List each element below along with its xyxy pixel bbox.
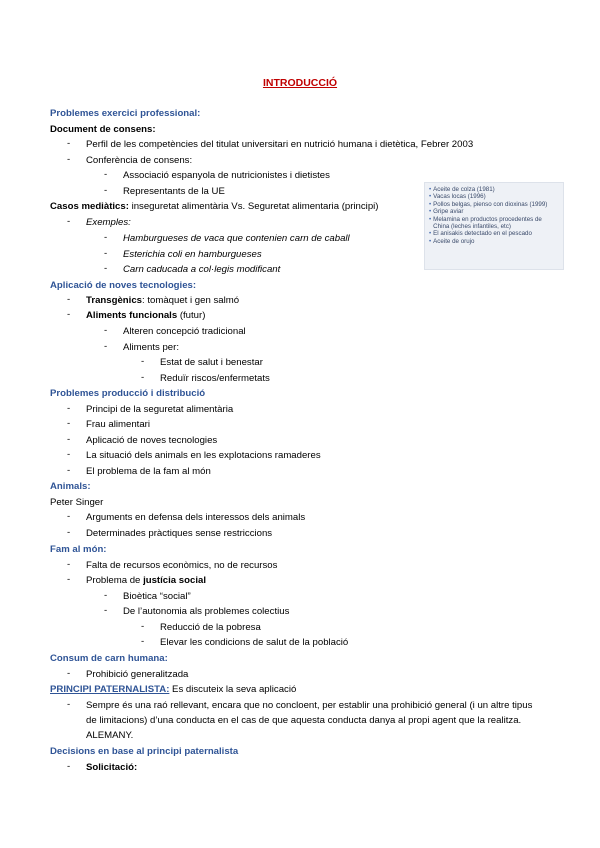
list-item: Aliments per: — [123, 342, 179, 353]
bullet-dash: - — [67, 154, 71, 165]
bullet-dash: - — [67, 699, 71, 710]
list-item: Determinades pràctiques sense restriccions — [86, 528, 273, 539]
paragraph-line: de limitacions) d’una conducta en el cas de que aquesta conducta danya al propi agent que la realitza. — [86, 715, 522, 726]
list-item: Alteren concepció tradicional — [123, 326, 246, 337]
bullet-dash: - — [104, 248, 108, 259]
list-item: Exemples: — [86, 217, 131, 228]
bullet-dash: - — [67, 138, 71, 149]
image-list-item: • Melamina en productos procedentes de — [429, 215, 542, 223]
list-item: Aplicació de noves tecnologies — [86, 435, 218, 446]
bullet-dash: - — [141, 636, 145, 647]
list-item: Elevar les condicions de salut de la població — [160, 637, 349, 648]
list-item: Representants de la UE — [123, 186, 225, 197]
paragraph-line: ALEMANY. — [86, 730, 134, 741]
bullet-dash: - — [67, 511, 71, 522]
list-item: Bioètica “social” — [123, 591, 191, 602]
bullet-dash: - — [104, 325, 108, 336]
image-list-item: • Gripe aviar — [429, 208, 464, 216]
list-item: De l’autonomia als problemes colectius — [123, 606, 290, 617]
page-title: INTRODUCCIÓ — [262, 77, 338, 89]
list-item: Hamburgueses de vaca que contenien carn de caball — [123, 233, 350, 244]
list-item: Esterichia coli en hamburgueses — [123, 249, 262, 260]
bullet-dash: - — [141, 372, 145, 383]
cases-label: Casos mediàtics: — [50, 201, 129, 212]
bullet-dash: - — [141, 621, 145, 632]
image-list-item: • Aceite de orujo — [429, 237, 475, 245]
bullet-dash: - — [67, 449, 71, 460]
bullet-dash: - — [67, 668, 71, 679]
bullet-dash: - — [104, 232, 108, 243]
cases-text: inseguretat alimentària Vs. Seguretat alimentaria (principi) — [128, 201, 379, 212]
bullet-dash: - — [67, 761, 71, 772]
list-item: Prohibició generalitzada — [86, 669, 189, 680]
list-item: Aliments funcionals (futur) — [86, 310, 206, 321]
bullet-dash: - — [67, 434, 71, 445]
image-list-item: • El anisakis detectado en el pescado — [429, 230, 532, 238]
list-item: Estat de salut i benestar — [160, 357, 263, 368]
image-list-item: • Aceite de colza (1981) — [429, 186, 495, 193]
subheading: Document de consens: — [50, 124, 156, 135]
list-item: Frau alimentari — [86, 419, 150, 430]
section-heading: Problemes producció i distribució — [50, 388, 206, 399]
list-item: Conferència de consens: — [86, 155, 193, 166]
image-list-item: China (leches infantiles, etc) — [433, 223, 511, 231]
bullet-dash: - — [67, 465, 71, 476]
section-heading: Animals: — [50, 481, 91, 492]
image-list-item: • Pollos belgas, pienso con dioxinas (1999) — [429, 200, 548, 208]
section-heading: Fam al món: — [50, 544, 107, 555]
list-item: Perfil de les competències del titulat universitari en nutrició humana i dietètica, Febrer 2003 — [86, 139, 474, 150]
bullet-dash: - — [104, 590, 108, 601]
section-heading: Problemes exercici professional: — [50, 108, 201, 119]
section-heading: Consum de carn humana: — [50, 653, 168, 664]
list-item: Carn caducada a col·legis modificant — [123, 264, 281, 275]
list-item: Solicitació: — [86, 762, 138, 773]
bullet-dash: - — [67, 403, 71, 414]
bullet-dash: - — [67, 574, 71, 585]
cases-line — [50, 200, 378, 213]
list-item: Falta de recursos econòmics, no de recursos — [86, 560, 278, 571]
bullet-dash: - — [104, 605, 108, 616]
image-list-item: • Vacas locas (1996) — [429, 193, 486, 201]
bullet-dash: - — [67, 294, 71, 305]
section-heading: PRINCIPI PATERNALISTA: — [50, 684, 170, 695]
list-item: Principi de la seguretat alimentària — [86, 404, 234, 415]
bullet-dash: - — [141, 356, 145, 367]
section-heading: Aplicació de noves tecnologies: — [50, 280, 197, 291]
list-item: Transgènics: tomàquet i gen salmó — [86, 295, 240, 306]
paternalism-heading-line: PRINCIPI PATERNALISTA: Es discuteix la seva aplicació — [50, 684, 297, 695]
bullet-dash: - — [67, 309, 71, 320]
food-crisis-image — [424, 182, 564, 270]
bullet-dash: - — [104, 263, 108, 274]
list-item: El problema de la fam al món — [86, 466, 211, 477]
bullet-dash: - — [67, 527, 71, 538]
list-item: Associació espanyola de nutricionistes i dietistes — [123, 170, 330, 181]
list-item: Arguments en defensa dels interessos dels animals — [86, 512, 306, 523]
bullet-dash: - — [67, 418, 71, 429]
bullet-dash: - — [67, 559, 71, 570]
paragraph-line: Sempre és una raó rellevant, encara que no concloent, per establir una prohibició general (i un altre tipus — [86, 700, 533, 711]
bullet-dash: - — [67, 216, 71, 227]
list-item: La situació dels animals en les explotacions ramaderes — [86, 450, 321, 461]
section-heading: Decisions en base al principi paternalista — [50, 746, 239, 757]
list-item: Reduïr riscos/enfermetats — [160, 373, 270, 384]
list-item: Reducció de la pobresa — [160, 622, 261, 633]
bullet-dash: - — [104, 169, 108, 180]
bullet-dash: - — [104, 341, 108, 352]
author-name: Peter Singer — [50, 497, 104, 508]
bullet-dash: - — [104, 185, 108, 196]
list-item: Problema de justícia social — [86, 575, 206, 586]
